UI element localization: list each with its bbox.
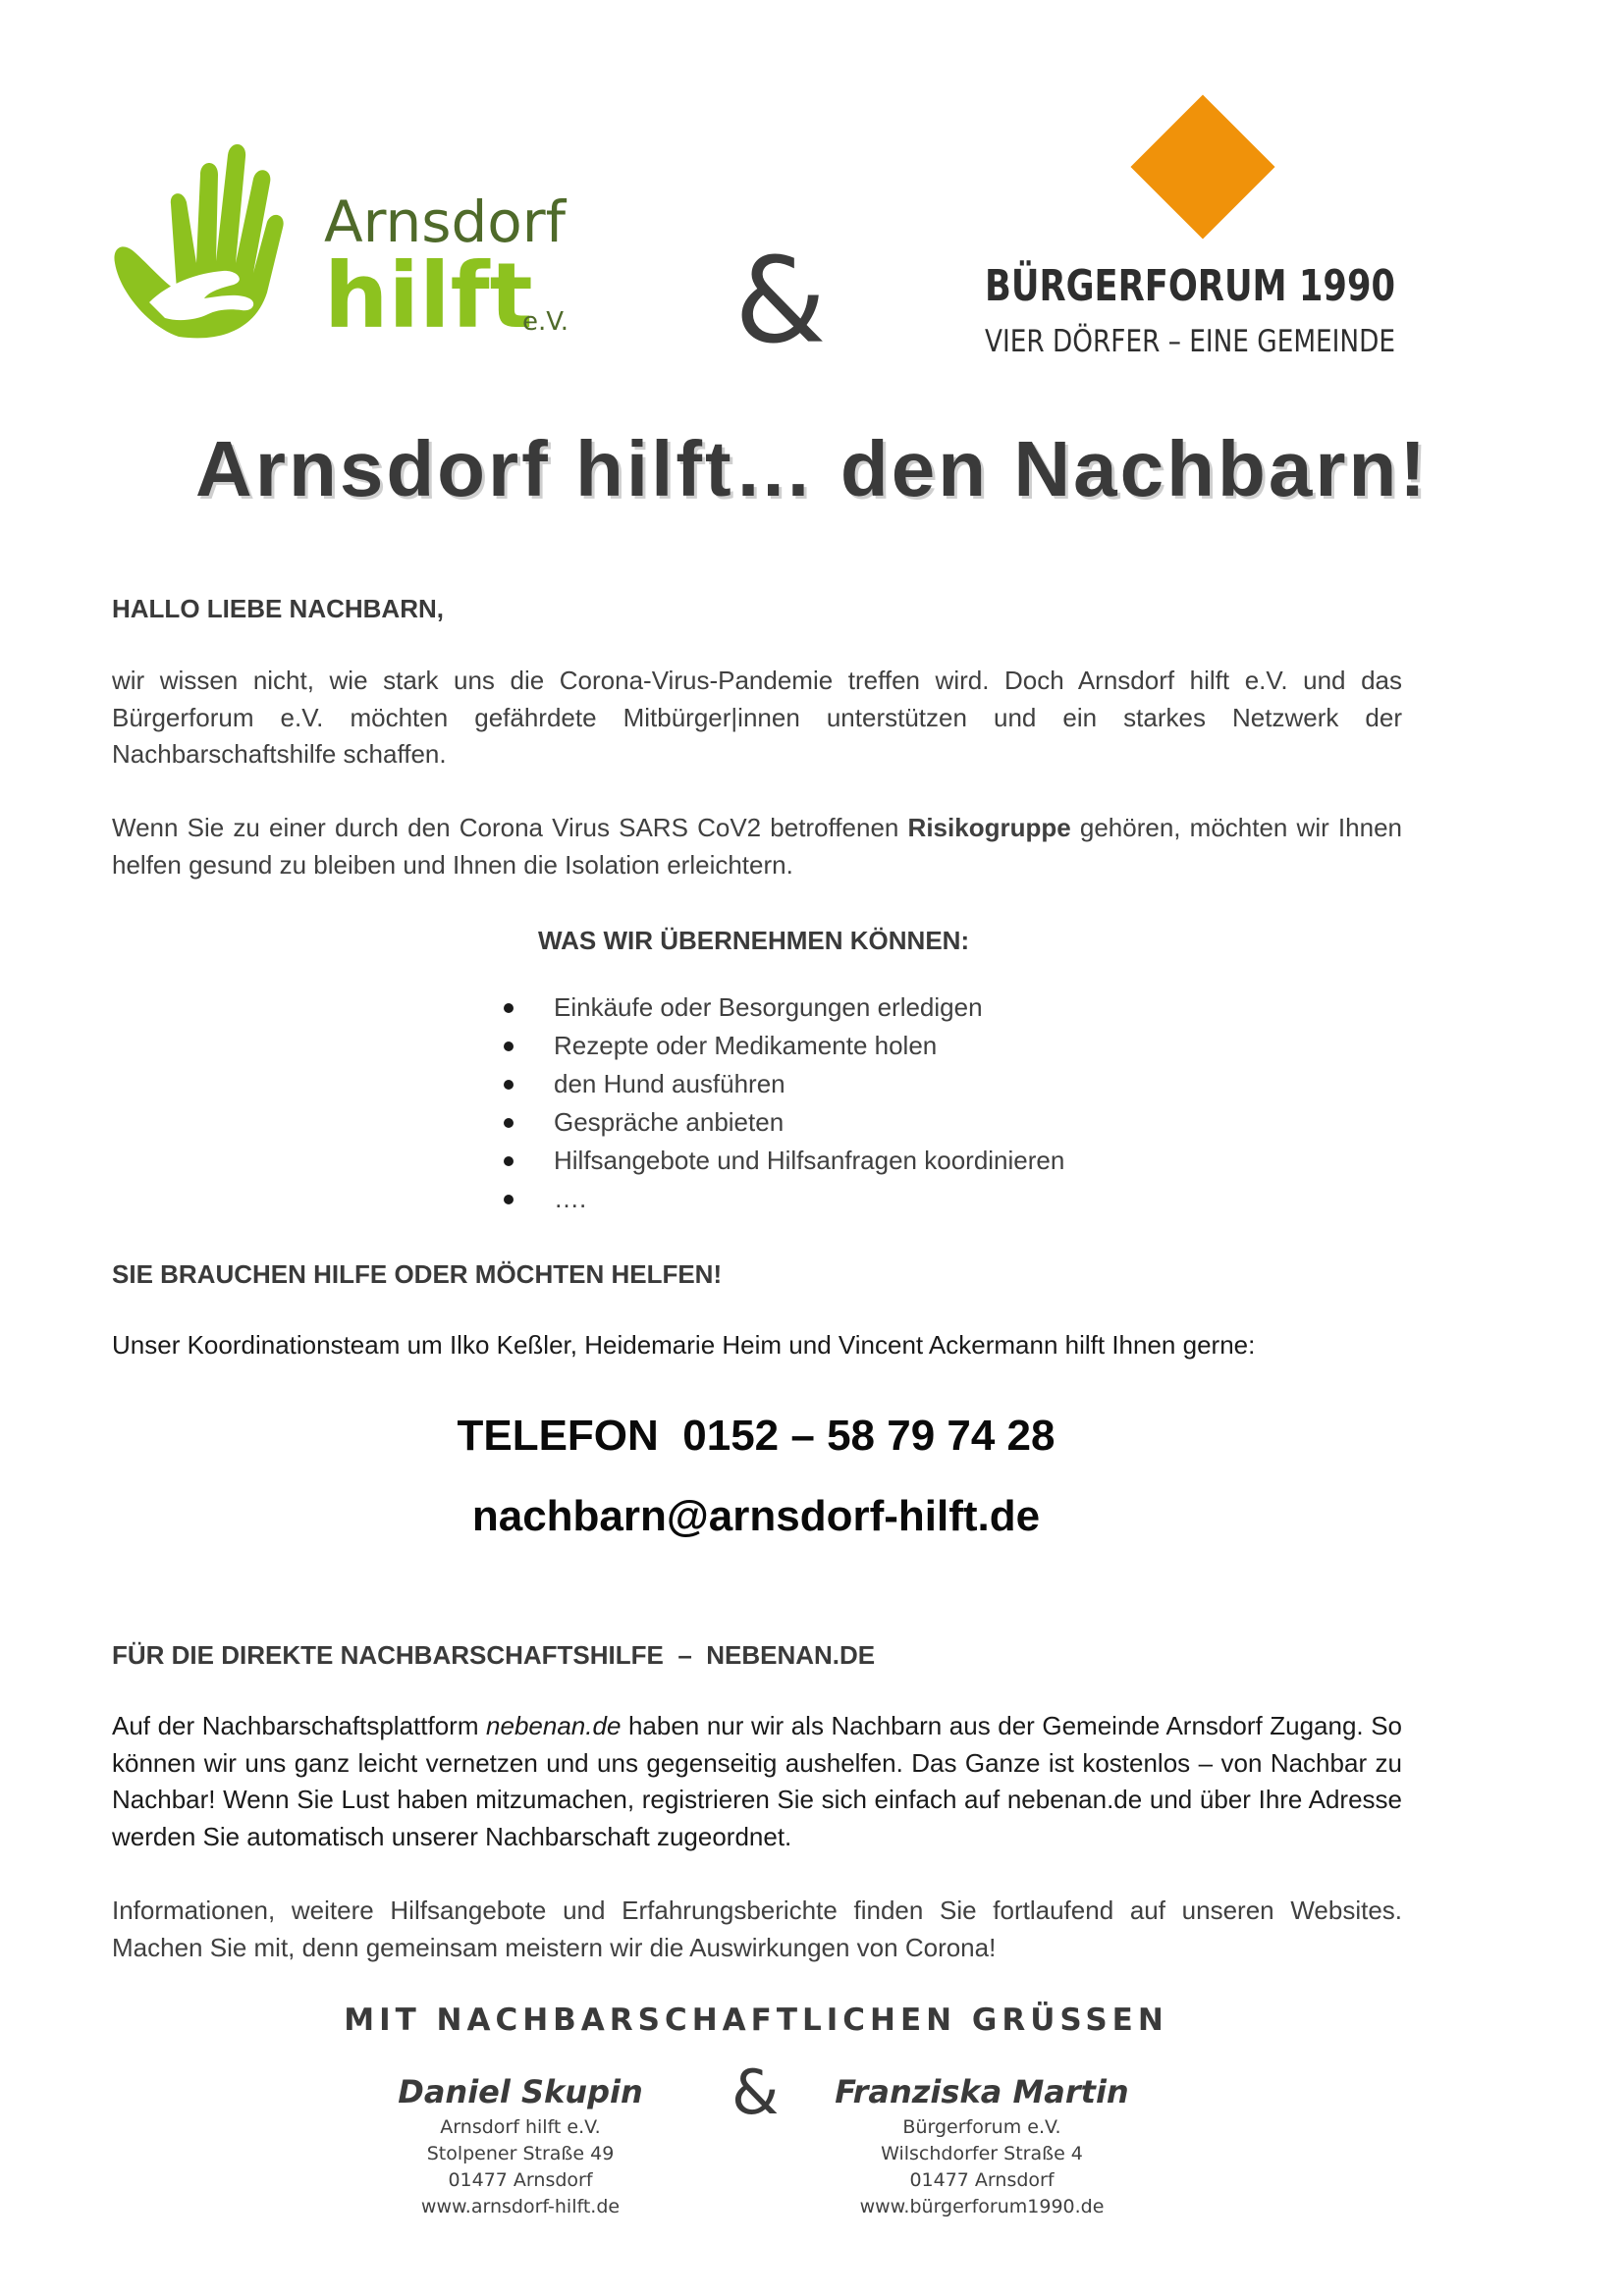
services-heading: WAS WIR ÜBERNEHMEN KÖNNEN: xyxy=(538,926,970,955)
signature-right xyxy=(830,2069,1134,2220)
signer-name: Daniel Skupin xyxy=(398,2073,643,2110)
signer-website[interactable]: www.arnsdorf-hilft.de xyxy=(420,2196,621,2217)
risk-paragraph xyxy=(112,810,1402,883)
svg-text:VIER DÖRFER – EINE GEMEINDE: VIER DÖRFER – EINE GEMEINDE xyxy=(985,324,1469,359)
nebenan-paragraph xyxy=(112,1708,1402,1855)
nebenan-text-start: Auf der Nachbarschaftsplattform xyxy=(112,1711,487,1740)
signer-org: Bürgerforum e.V. xyxy=(902,2116,1061,2138)
nebenan-link[interactable]: nebenan.de xyxy=(486,1711,622,1740)
hand-icon xyxy=(110,116,621,361)
services-list xyxy=(496,988,1064,1218)
signature-left xyxy=(373,2069,668,2220)
svg-text:e.V.: e.V. xyxy=(522,307,568,337)
svg-text:BÜRGERFORUM 1990: BÜRGERFORUM 1990 xyxy=(985,261,1497,311)
list-item: den Hund ausführen xyxy=(496,1065,1064,1103)
risk-text-end: gehören, möchten wir Ihnen helfen gesund zu bleiben und Ihnen die Isolation erleichtern. xyxy=(112,813,1402,880)
closing-greeting: MIT NACHBARSCHAFTLICHEN GRÜSSEN xyxy=(344,2002,1168,2038)
signer-name: Franziska Martin xyxy=(835,2073,1129,2110)
signer-street: Stolpener Straße 49 xyxy=(426,2143,615,2164)
arnsdorf-hilft-logo xyxy=(110,116,621,361)
signer-website[interactable]: www.bürgerforum1990.de xyxy=(859,2196,1105,2217)
list-item: Hilfsangebote und Hilfsanfragen koordinieren xyxy=(496,1142,1064,1180)
signer-street: Wilschdorfer Straße 4 xyxy=(881,2143,1083,2164)
risk-group-emphasis: Risikogruppe xyxy=(907,813,1071,842)
ampersand: & xyxy=(734,234,827,370)
signer-org: Arnsdorf hilft e.V. xyxy=(440,2116,601,2138)
email-address[interactable]: nachbarn@arnsdorf-hilft.de xyxy=(471,1492,1041,1540)
list-item: Gespräche anbieten xyxy=(496,1103,1064,1142)
team-text: Unser Koordinationsteam um Ilko Keßler, Heidemarie Heim und Vincent Ackermann hilft Ihnen gerne: xyxy=(112,1330,1256,1360)
info-paragraph: Informationen, weitere Hilfsangebote und Erfahrungsberichte finden Sie fortlaufend auf unseren Websites. Machen Sie mit, denn gemeinsam meistern wir die Auswirkungen von Corona! xyxy=(112,1896,1402,1962)
list-item: Rezepte oder Medikamente holen xyxy=(496,1027,1064,1065)
list-item: …. xyxy=(496,1180,1064,1218)
page-title: Arnsdorf hilft… den Nachbarn! xyxy=(195,425,1429,512)
intro-heading: HALLO LIEBE NACHBARN, xyxy=(112,594,444,623)
help-heading: SIE BRAUCHEN HILFE ODER MÖCHTEN HELFEN! xyxy=(112,1259,723,1289)
intro-paragraph: wir wissen nicht, wie stark uns die Corona-Virus-Pandemie treffen wird. Doch Arnsdorf hilft e.V. und das Bürgerforum e.V. möchten gefährdete Mitbürger|innen unterstützen und ein starkes Netzwerk der Nachbarschaftshilfe schaffen. xyxy=(112,666,1402,769)
phone-number: TELEFON 0152 – 58 79 74 28 xyxy=(457,1412,1056,1460)
risk-text-start: Wenn Sie zu einer durch den Corona Virus SARS CoV2 betroffenen xyxy=(112,813,908,842)
diamond-icon xyxy=(977,116,1497,361)
list-item: Einkäufe oder Besorgungen erledigen xyxy=(496,988,1064,1027)
ampersand: & xyxy=(731,2056,780,2128)
svg-text:hilft: hilft xyxy=(324,243,533,348)
signer-city: 01477 Arnsdorf xyxy=(909,2169,1055,2191)
svg-text:Arnsdorf: Arnsdorf xyxy=(324,188,567,255)
nebenan-heading: FÜR DIE DIREKTE NACHBARSCHAFTSHILFE – NEBENAN.DE xyxy=(112,1640,876,1670)
signer-city: 01477 Arnsdorf xyxy=(448,2169,593,2191)
nebenan-text-end: haben nur wir als Nachbarn aus der Gemeinde Arnsdorf Zugang. So können wir uns ganz leicht vernetzen und uns gegenseitig aushelfen. Das Ganze ist kostenlos – von Nachbar zu Nachbar! Wenn Sie Lust haben mitzumachen, registrieren Sie sich einfach auf nebenan.de und über Ihre Adresse werden Sie automatisch unserer Nachbarschaft zugeordnet. xyxy=(112,1711,1403,1851)
buergerforum-logo xyxy=(977,116,1497,361)
